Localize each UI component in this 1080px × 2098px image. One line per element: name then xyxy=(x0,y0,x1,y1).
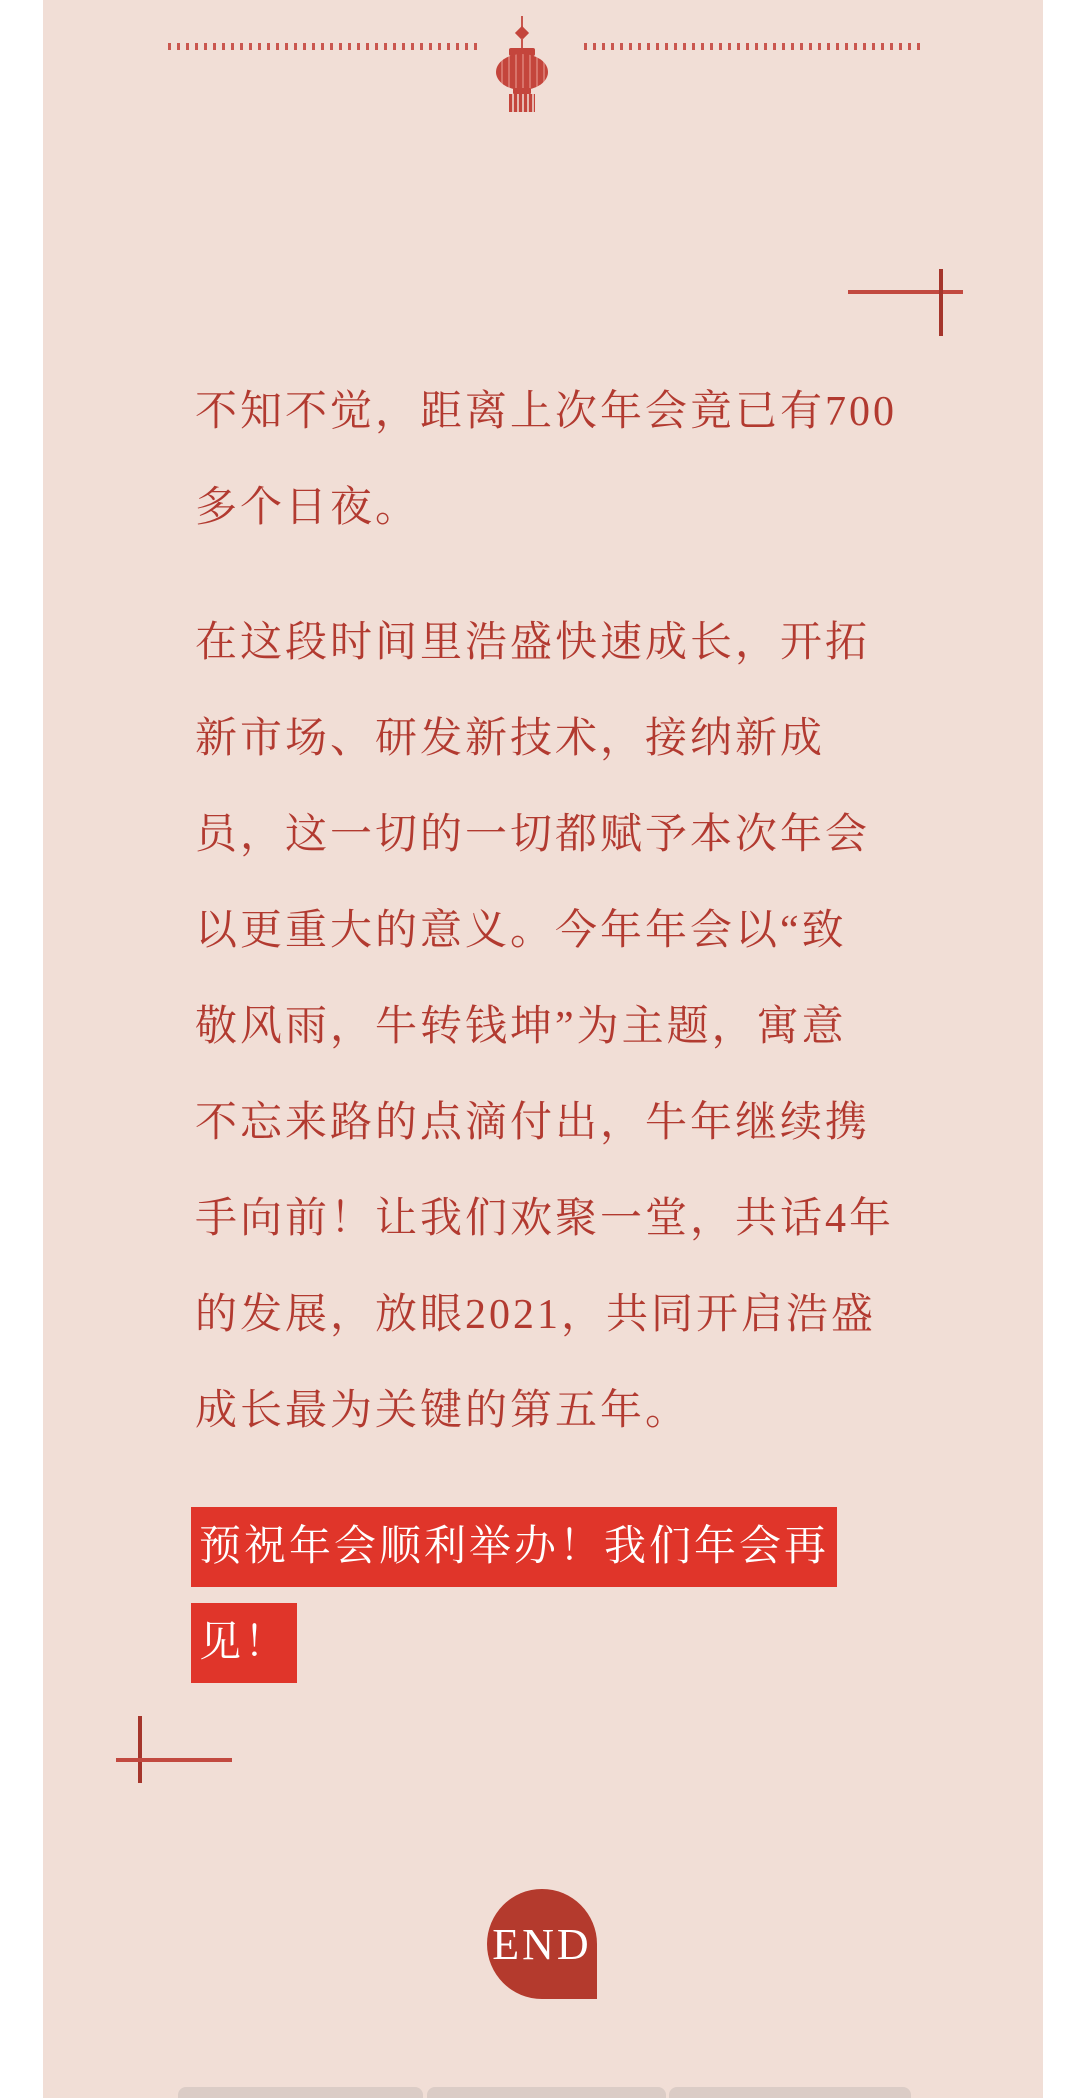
highlight-text-line-1: 预祝年会顺利举办！我们年会再 xyxy=(191,1507,837,1587)
paragraph-line: 不忘来路的点滴付出，牛年继续携 xyxy=(195,1100,871,1146)
paragraph-line: 新市场、研发新技术，接纳新成 xyxy=(195,716,826,762)
paragraph-1 xyxy=(195,364,975,556)
cross-mark-top-right-vertical xyxy=(939,269,943,336)
paragraph-line: 敬风雨，牛转钱坤”为主题，寓意 xyxy=(195,1004,847,1050)
dotted-divider-right xyxy=(584,43,926,50)
paragraph-line: 多个日夜。 xyxy=(195,485,421,531)
paragraph-2 xyxy=(195,595,975,1459)
lantern-tassel xyxy=(509,94,535,112)
end-badge-label: END xyxy=(492,1919,592,1969)
highlight-text-line-2: 见！ xyxy=(191,1603,297,1683)
paragraph-line: 以更重大的意义。今年年会以“致 xyxy=(195,908,847,954)
lantern-body xyxy=(496,54,548,90)
paragraph-line: 不知不觉，距离上次年会竟已有700 xyxy=(195,389,898,435)
dotted-divider-left xyxy=(168,43,478,50)
paragraph-line: 成长最为关键的第五年。 xyxy=(195,1388,691,1434)
cross-mark-top-right-horizontal xyxy=(848,290,963,294)
paragraph-line: 手向前！让我们欢聚一堂，共话4年 xyxy=(195,1196,895,1242)
paragraph-line: 的发展，放眼2021，共同开启浩盛 xyxy=(195,1292,877,1338)
paragraph-line: 在这段时间里浩盛快速成长，开拓 xyxy=(195,620,871,666)
end-badge xyxy=(487,1889,597,1999)
bottom-bar-segment-1[interactable] xyxy=(178,2087,423,2098)
bottom-bar-segment-3[interactable] xyxy=(669,2087,911,2098)
bottom-bar-segment-2[interactable] xyxy=(427,2087,666,2098)
paragraph-line: 员，这一切的一切都赋予本次年会 xyxy=(195,812,871,858)
cross-mark-bottom-left-vertical xyxy=(138,1716,142,1783)
cross-mark-bottom-left-horizontal xyxy=(116,1758,232,1762)
